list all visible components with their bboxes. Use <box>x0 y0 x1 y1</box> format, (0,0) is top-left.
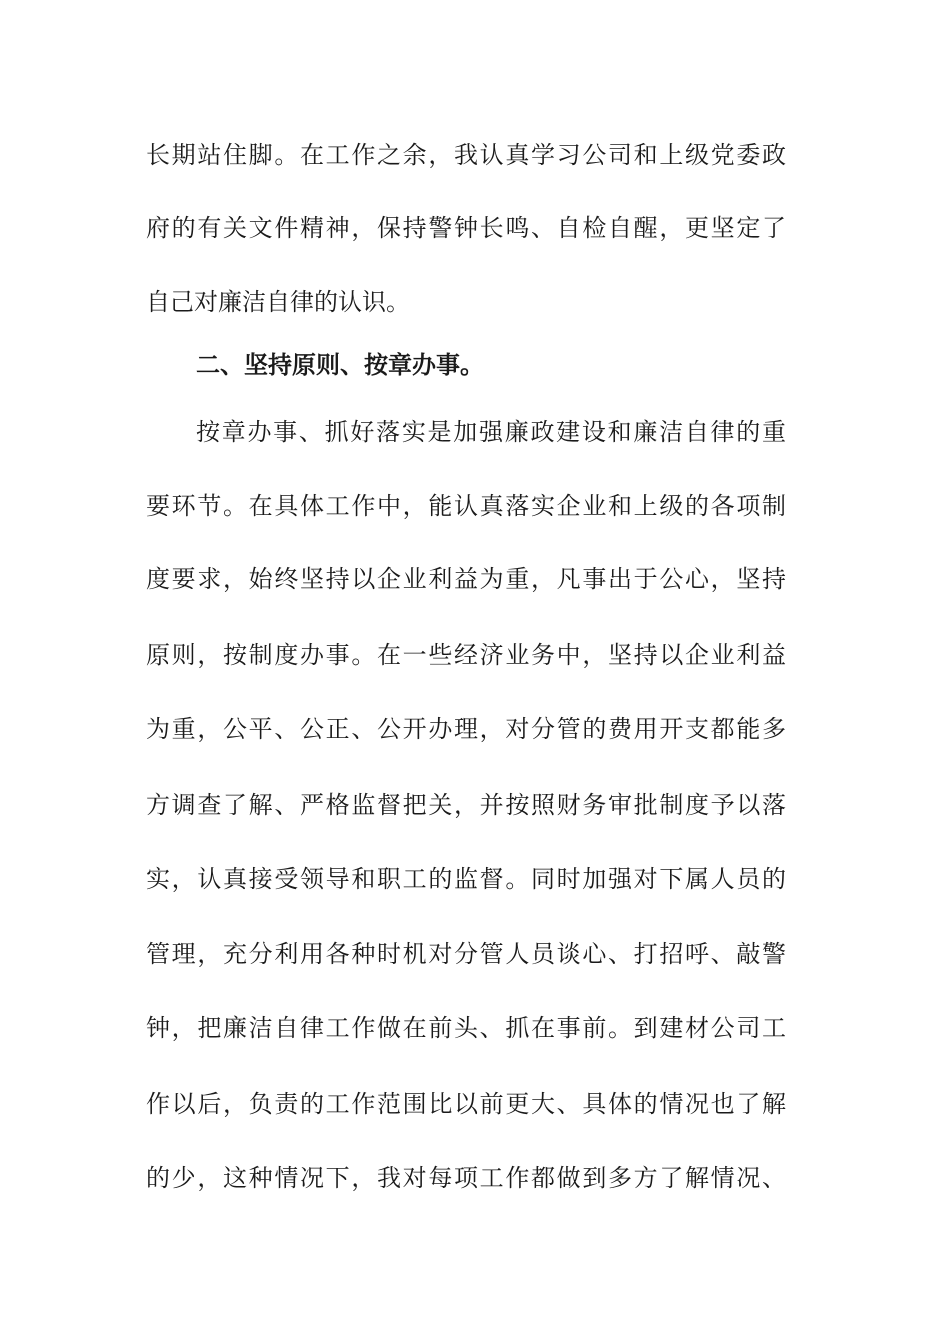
paragraph-line: 度要求，始终坚持以企业利益为重，凡事出于公心，坚持 <box>146 565 786 593</box>
body-text-line: 府的有关文件精神，保持警钟长鸣、自检自醒，更坚定了 <box>146 214 786 242</box>
paragraph-line: 按章办事、抓好落实是加强廉政建设和廉洁自律的重 <box>196 418 786 446</box>
body-text-line: 自己对廉洁自律的认识。 <box>146 288 410 316</box>
paragraph-line: 要环节。在具体工作中，能认真落实企业和上级的各项制 <box>146 492 786 520</box>
paragraph-line: 原则，按制度办事。在一些经济业务中，坚持以企业利益 <box>146 641 786 669</box>
paragraph-line: 钟，把廉洁自律工作做在前头、抓在事前。到建材公司工 <box>146 1014 786 1042</box>
paragraph-line: 为重，公平、公正、公开办理，对分管的费用开支都能多 <box>146 715 786 743</box>
paragraph-line: 方调查了解、严格监督把关，并按照财务审批制度予以落 <box>146 791 786 819</box>
body-text-line: 长期站住脚。在工作之余，我认真学习公司和上级党委政 <box>146 141 786 169</box>
paragraph-line: 作以后，负责的工作范围比以前更大、具体的情况也了解 <box>146 1090 786 1118</box>
paragraph-line: 的少，这种情况下，我对每项工作都做到多方了解情况、 <box>146 1164 786 1192</box>
paragraph-line: 实，认真接受领导和职工的监督。同时加强对下属人员的 <box>146 865 786 893</box>
section-heading: 二、坚持原则、按章办事。 <box>196 351 484 379</box>
paragraph-line: 管理，充分利用各种时机对分管人员谈心、打招呼、敲警 <box>146 940 786 968</box>
